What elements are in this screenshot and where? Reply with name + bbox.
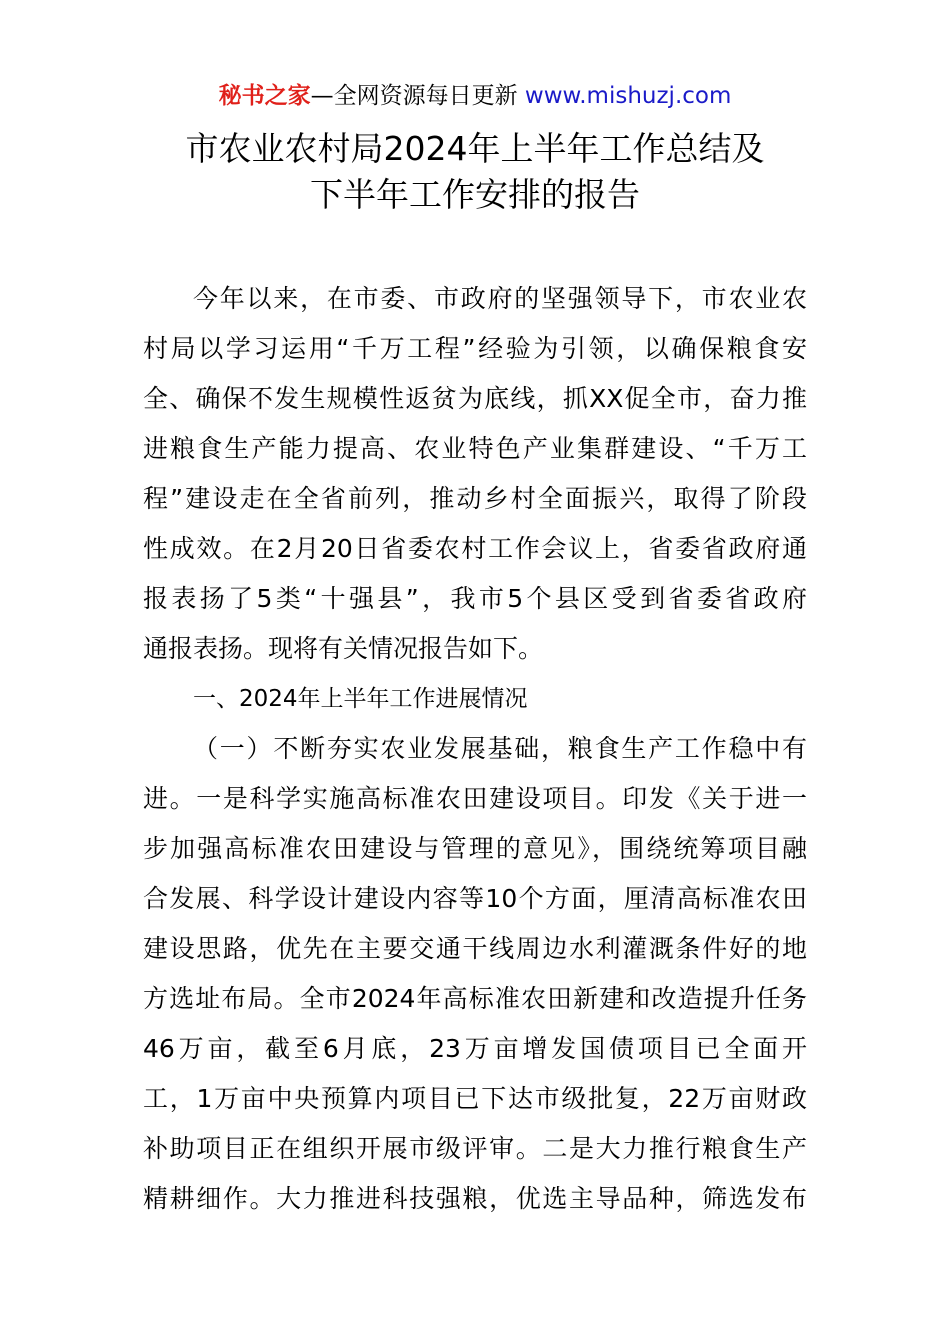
paragraph-line: 步加强高标准农田建设与管理的意见》，围绕统筹项目融 [143, 834, 807, 863]
site-brand: 秘书之家 [218, 83, 311, 109]
paragraph-line: 合发展、科学设计建设内容等10个方面，厘清高标准农田 [143, 884, 807, 913]
paragraph-intro [143, 274, 807, 674]
site-url-link[interactable]: www.mishuzj.com [524, 83, 732, 109]
paragraph-line: 进。一是科学实施高标准农田建设项目。印发《关于进一 [143, 784, 807, 813]
document-body [143, 274, 807, 1224]
paragraph-line: 村局以学习运用“千万工程”经验为引领，以确保粮食安 [143, 334, 807, 363]
paragraph-line: 精耕细作。大力推进科技强粮，优选主导品种，筛选发布 [143, 1184, 807, 1213]
site-tagline: —全网资源每日更新 [310, 83, 518, 109]
paragraph-line: 进粮食生产能力提高、农业特色产业集群建设、“千万工 [143, 434, 807, 463]
paragraph-line: 报表扬了5类“十强县”，我市5个县区受到省委省政府 [143, 584, 807, 613]
paragraph-line: 性成效。在2月20日省委农村工作会议上，省委省政府通 [143, 534, 807, 563]
paragraph-section-1-1 [143, 724, 807, 1224]
paragraph-line: 46万亩，截至6月底，23万亩增发国债项目已全面开 [143, 1034, 807, 1063]
document-title-line-1: 市农业农村局2024年上半年工作总结及 [185, 129, 765, 168]
document-title-line-2: 下半年工作安排的报告 [310, 175, 640, 214]
paragraph-line: 通报表扬。现将有关情况报告如下。 [143, 634, 544, 663]
paragraph-line: 工，1万亩中央预算内项目已下达市级批复，22万亩财政 [143, 1084, 807, 1113]
paragraph-line: 建设思路，优先在主要交通干线周边水利灌溉条件好的地 [143, 934, 807, 963]
document-title [0, 126, 950, 218]
paragraph-line: 全、确保不发生规模性返贫为底线，抓XX促全市，奋力推 [143, 384, 807, 413]
paragraph-line: 程”建设走在全省前列，推动乡村全面振兴，取得了阶段 [143, 484, 807, 513]
paragraph-line: 补助项目正在组织开展市级评审。二是大力推行粮食生产 [143, 1134, 807, 1163]
site-header [0, 80, 950, 112]
section-heading-1: 一、2024年上半年工作进展情况 [193, 686, 528, 712]
paragraph-line: 方选址布局。全市2024年高标准农田新建和改造提升任务 [143, 984, 807, 1013]
paragraph-line: 今年以来，在市委、市政府的坚强领导下，市农业农 [193, 284, 807, 313]
paragraph-line: （一）不断夯实农业发展基础，粮食生产工作稳中有 [193, 734, 807, 763]
